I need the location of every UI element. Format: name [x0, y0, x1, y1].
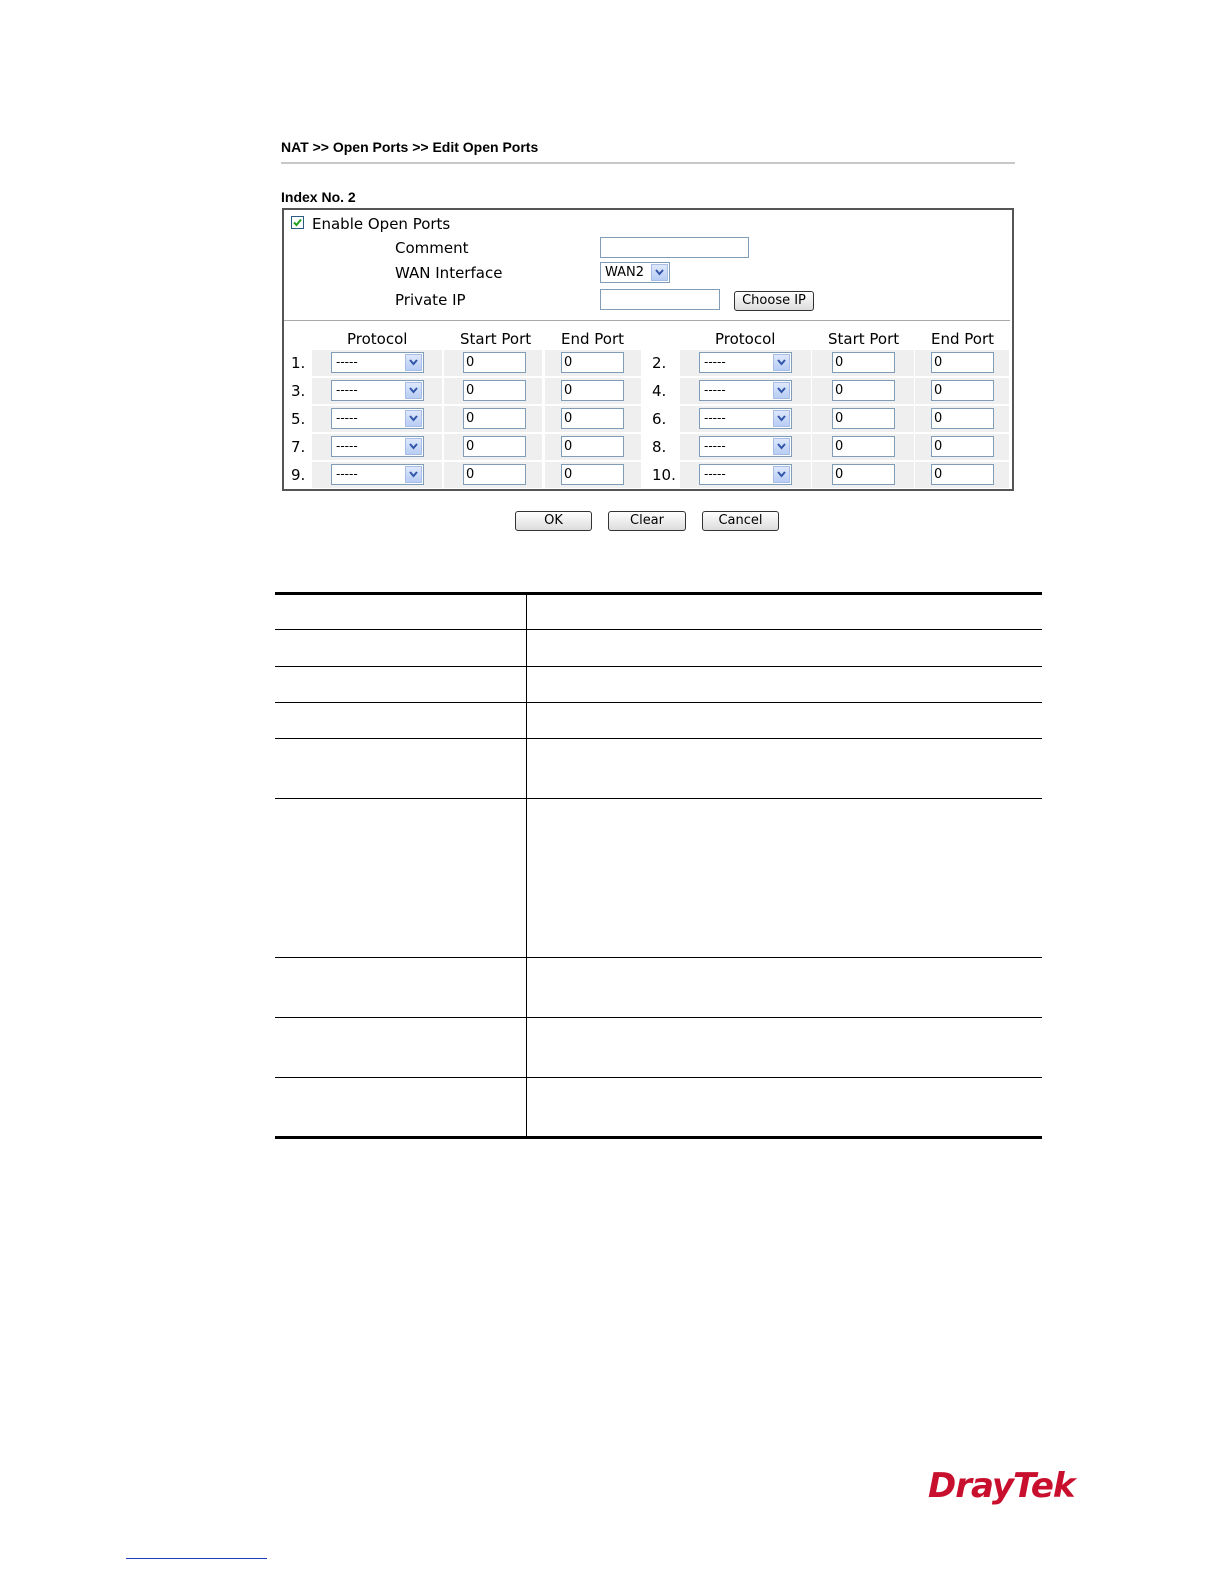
end-port-input[interactable]: 0 — [561, 464, 624, 485]
comment-input[interactable] — [600, 237, 749, 258]
table-row-rule — [275, 798, 1042, 799]
ok-button[interactable]: OK — [515, 511, 592, 531]
logo-text: DrayTek — [928, 1466, 1075, 1506]
protocol-value: ----- — [336, 439, 358, 453]
breadcrumb: NAT >> Open Ports >> Edit Open Ports — [281, 139, 539, 155]
protocol-select[interactable] — [331, 352, 424, 373]
protocol-value: ----- — [704, 383, 726, 397]
index-label: Index No. 2 — [281, 189, 356, 205]
chevron-down-icon — [773, 382, 790, 399]
end-port-input[interactable]: 0 — [931, 352, 994, 373]
chevron-down-icon — [773, 438, 790, 455]
port-row-number: 8. — [652, 438, 667, 456]
start-port-input[interactable]: 0 — [463, 352, 526, 373]
start-port-input[interactable]: 0 — [463, 380, 526, 401]
port-row-number: 1. — [291, 354, 306, 372]
wan-interface-label: WAN Interface — [395, 264, 503, 282]
protocol-value: ----- — [704, 439, 726, 453]
start-port-input[interactable]: 0 — [832, 408, 895, 429]
comment-label: Comment — [395, 239, 469, 257]
draytek-logo — [928, 1466, 1075, 1506]
port-row-number: 4. — [652, 382, 667, 400]
table-row-rule — [275, 1077, 1042, 1078]
col-protocol-left: Protocol — [347, 330, 408, 348]
end-port-input[interactable]: 0 — [561, 380, 624, 401]
protocol-select[interactable] — [331, 380, 424, 401]
protocol-select[interactable] — [331, 408, 424, 429]
col-end-port-left: End Port — [561, 330, 625, 348]
start-port-input[interactable]: 0 — [463, 464, 526, 485]
table-row-rule — [275, 702, 1042, 703]
table-row-rule — [275, 1017, 1042, 1018]
footer-link-underline — [126, 1558, 267, 1559]
protocol-value: ----- — [704, 467, 726, 481]
table-bottom-rule — [275, 1136, 1042, 1139]
protocol-select[interactable] — [699, 464, 792, 485]
protocol-value: ----- — [336, 467, 358, 481]
start-port-input[interactable]: 0 — [832, 464, 895, 485]
table-top-rule — [275, 592, 1042, 595]
chevron-down-icon — [651, 264, 668, 281]
end-port-input[interactable]: 0 — [931, 380, 994, 401]
protocol-value: ----- — [336, 383, 358, 397]
protocol-value: ----- — [336, 355, 358, 369]
port-row-number: 3. — [291, 382, 306, 400]
start-port-input[interactable]: 0 — [832, 436, 895, 457]
start-port-input[interactable]: 0 — [463, 436, 526, 457]
protocol-select[interactable] — [699, 436, 792, 457]
chevron-down-icon — [405, 382, 422, 399]
end-port-input[interactable]: 0 — [931, 464, 994, 485]
table-row-rule — [275, 957, 1042, 958]
protocol-value: ----- — [704, 355, 726, 369]
protocol-select[interactable] — [699, 408, 792, 429]
port-row-number: 5. — [291, 410, 306, 428]
chevron-down-icon — [773, 466, 790, 483]
wan-interface-select[interactable] — [600, 262, 670, 283]
start-port-input[interactable]: 0 — [463, 408, 526, 429]
end-port-input[interactable]: 0 — [561, 408, 624, 429]
cancel-button[interactable]: Cancel — [702, 511, 779, 531]
protocol-value: ----- — [336, 411, 358, 425]
protocol-select[interactable] — [331, 464, 424, 485]
col-start-port-right: Start Port — [828, 330, 900, 348]
table-row-rule — [275, 666, 1042, 667]
chevron-down-icon — [405, 410, 422, 427]
protocol-select[interactable] — [699, 380, 792, 401]
chevron-down-icon — [405, 354, 422, 371]
private-ip-label: Private IP — [395, 291, 466, 309]
breadcrumb-divider — [281, 162, 1015, 164]
port-row-number: 2. — [652, 354, 667, 372]
protocol-value: ----- — [704, 411, 726, 425]
chevron-down-icon — [773, 354, 790, 371]
table-row-rule — [275, 629, 1042, 630]
col-protocol-right: Protocol — [715, 330, 776, 348]
chevron-down-icon — [405, 438, 422, 455]
end-port-input[interactable]: 0 — [561, 436, 624, 457]
end-port-input[interactable]: 0 — [931, 408, 994, 429]
port-row-number: 10. — [652, 466, 676, 484]
protocol-select[interactable] — [331, 436, 424, 457]
choose-ip-button[interactable]: Choose IP — [734, 291, 814, 311]
col-start-port-left: Start Port — [460, 330, 532, 348]
port-row-number: 9. — [291, 466, 306, 484]
private-ip-input[interactable] — [600, 289, 720, 310]
end-port-input[interactable]: 0 — [931, 436, 994, 457]
protocol-select[interactable] — [699, 352, 792, 373]
enable-open-ports-label: Enable Open Ports — [312, 215, 451, 233]
table-row-rule — [275, 738, 1042, 739]
chevron-down-icon — [405, 466, 422, 483]
clear-button[interactable]: Clear — [608, 511, 686, 531]
port-row-number: 6. — [652, 410, 667, 428]
enable-open-ports-checkbox[interactable] — [291, 216, 304, 229]
port-row-number: 7. — [291, 438, 306, 456]
table-column-divider — [526, 594, 527, 1138]
col-end-port-right: End Port — [931, 330, 995, 348]
end-port-input[interactable]: 0 — [561, 352, 624, 373]
start-port-input[interactable]: 0 — [832, 380, 895, 401]
chevron-down-icon — [773, 410, 790, 427]
panel-separator — [284, 320, 1010, 321]
wan-interface-value: WAN2 — [605, 265, 645, 280]
start-port-input[interactable]: 0 — [832, 352, 895, 373]
check-icon — [292, 217, 303, 228]
